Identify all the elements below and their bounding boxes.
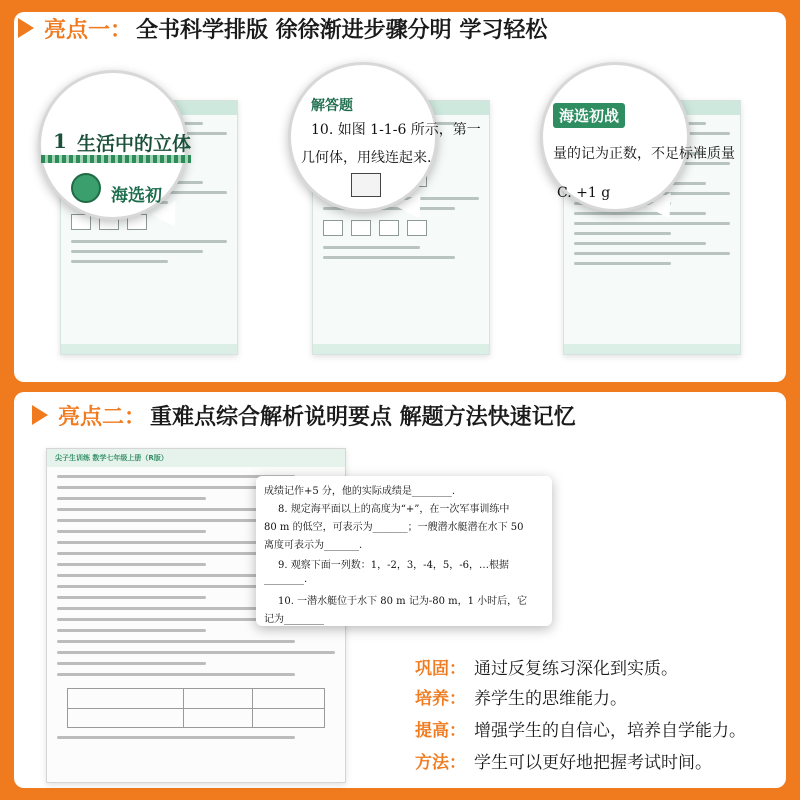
benefit-text: 通过反复练习深化到实质。 bbox=[474, 658, 678, 679]
arrow-right-icon bbox=[18, 18, 34, 38]
benefit-label: 培养： bbox=[415, 688, 466, 709]
benefit-item bbox=[415, 748, 712, 772]
section2-label: 亮点二： bbox=[58, 404, 147, 430]
callout-line: 8. 规定海平面以上的高度为“+”，在一次军事训练中 bbox=[278, 504, 510, 515]
solid-figure-icon bbox=[351, 173, 381, 197]
arrow-right-icon bbox=[32, 405, 48, 425]
question-text: 10. 如图 1-1-6 所示，第一 bbox=[311, 122, 481, 138]
question-type-header: 解答题 bbox=[311, 98, 353, 114]
robot-mascot-icon bbox=[71, 173, 101, 203]
callout-line: 10. 一潜水艇位于水下 80 m 记为-80 m，1 小时后，它 bbox=[278, 596, 528, 607]
benefit-text: 增强学生的自信心，培养自学能力。 bbox=[474, 720, 746, 741]
page-header: 尖子生训练 数学七年级上册（R版） bbox=[55, 454, 168, 462]
section-title: 生活中的立体 bbox=[77, 133, 192, 155]
magnifier-bubble-1 bbox=[38, 70, 192, 220]
section1-label: 亮点一： bbox=[44, 17, 133, 43]
benefit-item bbox=[415, 684, 627, 708]
answer-option: C. +1 g bbox=[557, 185, 611, 201]
section-tagline: 海选初 bbox=[111, 186, 162, 206]
callout-line: 80 m 的低空，可表示为_______；一艘潜水艇潜在水下 50 bbox=[264, 522, 524, 533]
magnifier-bubble-2 bbox=[288, 62, 481, 212]
benefit-text: 学生可以更好地把握考试时间。 bbox=[474, 752, 712, 773]
callout-line: ________. bbox=[264, 574, 308, 585]
section-badge: 海选初战 bbox=[553, 103, 625, 128]
magnifier-bubble-3 bbox=[540, 62, 735, 212]
zoom-callout bbox=[256, 476, 552, 626]
section1-heading bbox=[18, 8, 547, 48]
callout-line: 记为________ bbox=[264, 614, 324, 625]
benefit-label: 巩固： bbox=[415, 658, 466, 679]
section2-text: 重难点综合解析说明要点 解题方法快速记忆 bbox=[150, 404, 576, 430]
benefit-item bbox=[415, 654, 678, 678]
question-text: 几何体，用线连起来. bbox=[301, 150, 432, 166]
benefit-text: 养学生的思维能力。 bbox=[474, 688, 627, 709]
callout-line: 离度可表示为_______. bbox=[264, 540, 363, 551]
callout-line: 成绩记作+5 分，他的实际成绩是________. bbox=[264, 486, 456, 497]
decorative-bar bbox=[41, 155, 191, 163]
callout-line: 9. 观察下面一列数：1，-2，3，-4，5，-6，…根据 bbox=[278, 560, 510, 571]
data-table bbox=[67, 688, 325, 728]
section1-text: 全书科学排版 徐徐渐进步骤分明 学习轻松 bbox=[136, 17, 548, 43]
benefit-label: 提高： bbox=[415, 720, 466, 741]
benefit-item bbox=[415, 716, 746, 740]
section-number: 1 bbox=[53, 129, 67, 153]
benefit-label: 方法： bbox=[415, 752, 466, 773]
section2-heading bbox=[32, 395, 576, 435]
question-text: 量的记为正数，不足标准质量 bbox=[553, 146, 735, 162]
